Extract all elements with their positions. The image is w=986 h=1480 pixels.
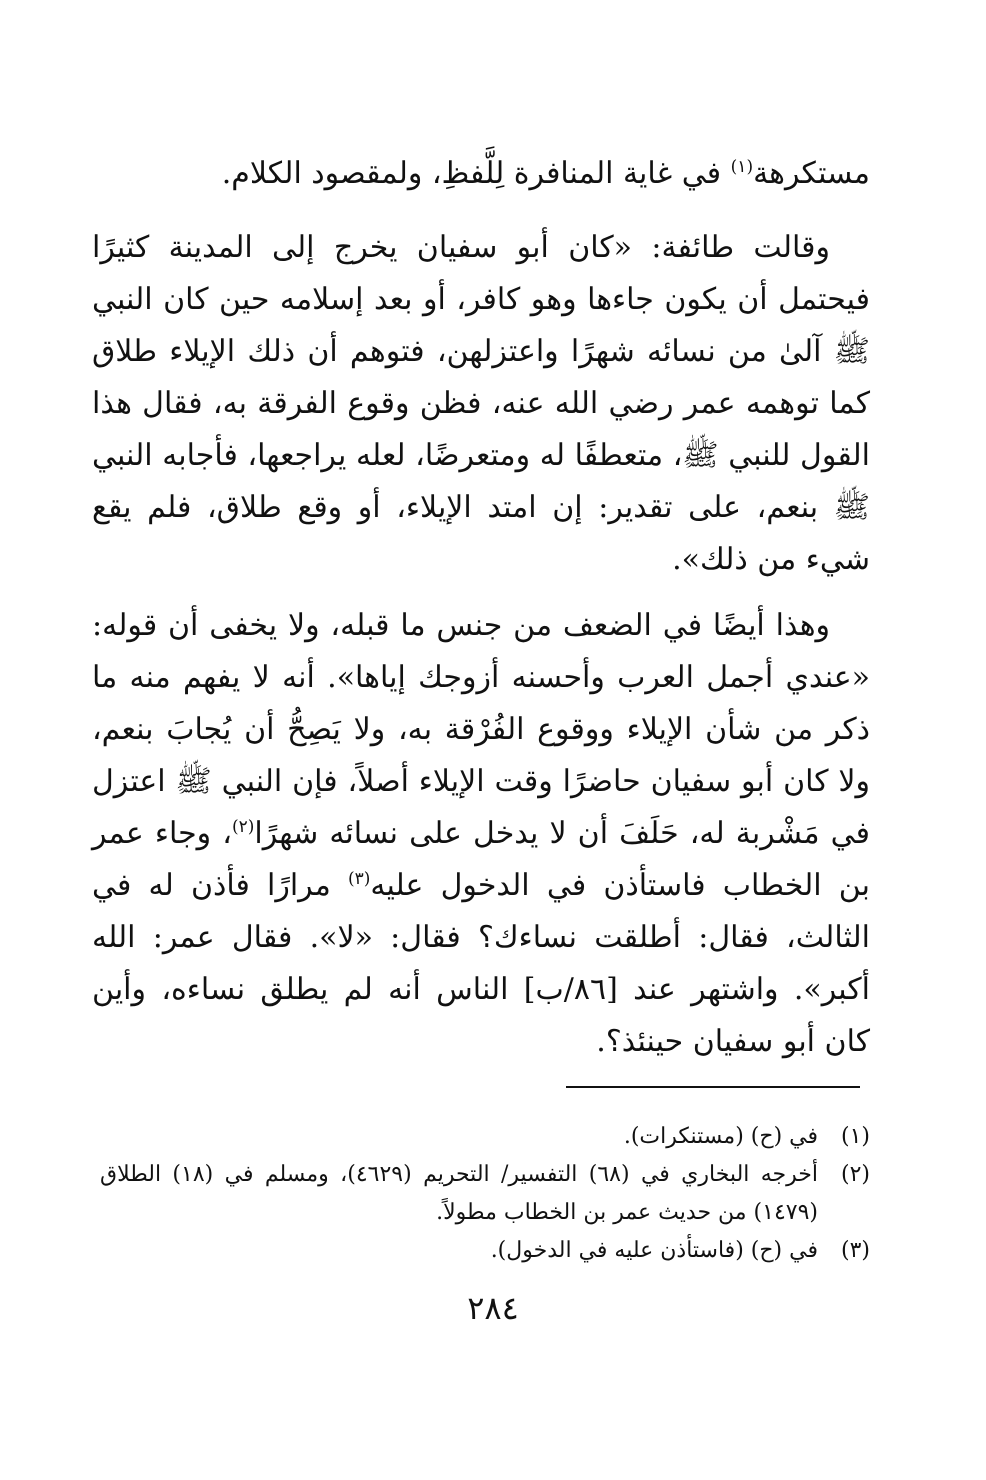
footnote-2 (100, 1156, 870, 1232)
paragraph-3-part-b: ، وجاء عمر بن الخطاب فاستأذن في الدخول عليه (92, 816, 870, 903)
paragraph-3-part-a: وهذا أيضًا في الضعف من جنس ما قبله، ولا يخفى أن قوله: «عندي أجمل العرب وأحسنه أزوجك إياها». أنه لا يفهم منه ما ذكر من شأن الإيلاء ووقوع الفُرْقة به، ولا يَصِحُّ أن يُجابَ بنعم، ولا كان أبو سفيان حاضرًا وقت الإيلاء أصلاً، فإن النبي ﷺ اعتزل في مَشْربة له، حَلَفَ أن لا يدخل على نسائه شهرًا (92, 608, 871, 851)
footnotes (100, 1118, 870, 1270)
footnote-number: (٢) (840, 1162, 870, 1187)
footnote-ref-2: (٢) (231, 817, 255, 837)
footnote-ref-3: (٣) (348, 869, 371, 889)
paragraph-2: وقالت طائفة: «كان أبو سفيان يخرج إلى المدينة كثيرًا فيحتمل أن يكون جاءها وهو كافر، أو بعد إسلامه حين كان النبي ﷺ آلىٰ من نسائه شهرًا واعتزلهن، فتوهم أن ذلك الإيلاء طلاق كما توهمه عمر رضي الله عنه، فظن وقوع الفرقة به، فقال هذا القول للنبي ﷺ، متعطفًا له ومتعرضًا، لعله يراجعها، فأجابه النبي ﷺ بنعم، على تقدير: إن امتد الإيلاء، أو وقع طلاق، فلم يقع شيء من ذلك». (92, 230, 870, 577)
paragraph-3-part-c: مرارًا فأذن له في الثالث، فقال: أطلقت نساءك؟ فقال: «لا». فقال عمر: الله أكبر». واشتهر عند [٨٦/ب] الناس أنه لم يطلق نساءه، وأين كان أبو سفيان حينئذ؟. (92, 868, 870, 1059)
footnote-text: في (ح) (فاستأذن عليه في الدخول). (490, 1238, 818, 1263)
paragraph-1-pre: مستكرهة (753, 156, 870, 191)
footnote-text: أخرجه البخاري في (٦٨) التفسير/ التحريم (٤٦٢٩)، ومسلم في (١٨) الطلاق (١٤٧٩) من حديث عمر بن الخطاب مطولاً. (100, 1162, 818, 1225)
footnote-ref-1: (١) (730, 157, 754, 177)
footnote-text: في (ح) (مستنكرات). (623, 1124, 818, 1149)
footnote-number: (١) (840, 1124, 870, 1149)
footnote-separator (566, 1086, 860, 1088)
page-number: ٢٨٤ (467, 1289, 519, 1327)
footnote-number: (٣) (840, 1238, 870, 1263)
paragraph-1 (92, 148, 870, 200)
main-text (92, 148, 870, 1082)
footnote-3 (100, 1232, 870, 1270)
footnote-1 (100, 1118, 870, 1156)
paragraph-1-post: في غاية المنافرة لِلَّفظِ، ولمقصود الكلام. (221, 156, 731, 191)
paragraph-3 (92, 600, 870, 1068)
